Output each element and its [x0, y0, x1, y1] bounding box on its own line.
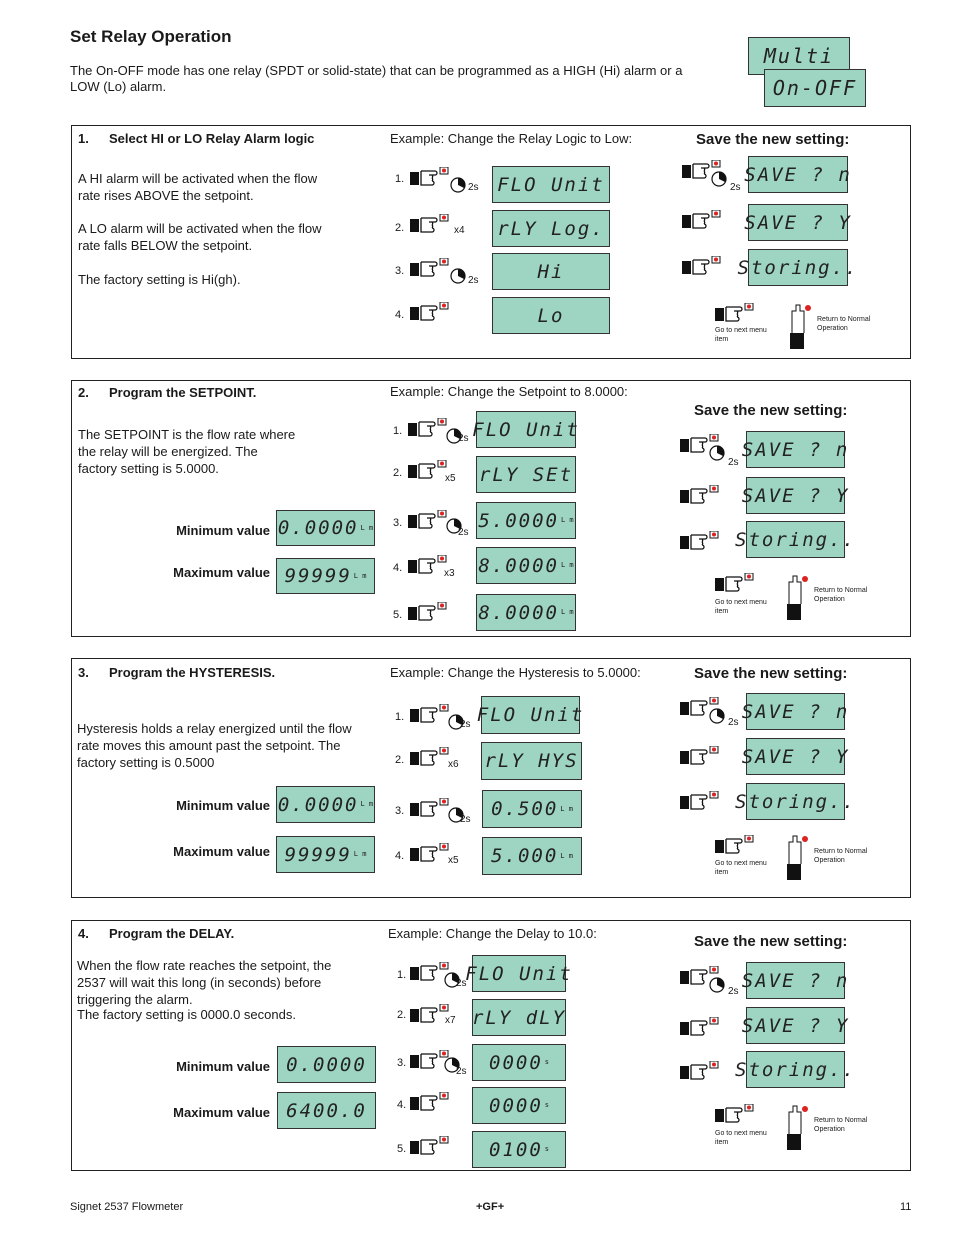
lcd-hys-old: 0.500 L m	[482, 790, 582, 828]
lcd-setpoint-final: 8.0000 L m	[476, 594, 576, 631]
s4-max-label: Maximum value	[173, 1105, 270, 1120]
lcd-flo-unit: FLO Unit	[476, 411, 576, 448]
s4-save-heading: Save the new setting:	[694, 933, 848, 950]
return-label: Return to Normal Operation	[817, 316, 871, 332]
hand-button-icon	[680, 531, 722, 555]
timer-icon	[448, 175, 468, 195]
hand-button-icon	[410, 214, 452, 238]
section-3-title: 3. Program the HYSTERESIS.	[78, 665, 276, 680]
lcd-delay-edit: 0000 s	[472, 1087, 566, 1124]
press-both-hand-icon	[783, 1104, 813, 1152]
lcd-save-y: SAVE ? Y	[746, 1007, 845, 1044]
s3-lcd-max: 99999 L m	[276, 836, 375, 873]
return-label: Return to Normal Operation	[814, 587, 868, 603]
hand-button-icon	[410, 258, 452, 282]
s2-example: Example: Change the Setpoint to 8.0000:	[390, 384, 628, 399]
lcd-storing: Storing..	[746, 783, 845, 820]
lcd-flo-unit: FLO Unit	[492, 166, 610, 203]
lcd-save-y: SAVE ? Y	[748, 204, 848, 241]
s1-para-hi: A HI alarm will be activated when the flow rate rises ABOVE the setpoint.	[78, 171, 318, 203]
hand-button-icon	[410, 167, 452, 191]
s3-save-heading: Save the new setting:	[694, 665, 848, 682]
lcd-lo: Lo	[492, 297, 610, 334]
lcd-rly-dly: rLY dLY	[472, 999, 566, 1036]
lcd-save-n: SAVE ? n	[746, 693, 845, 730]
hand-button-icon	[680, 791, 722, 815]
footer-product: Signet 2537 Flowmeter	[70, 1201, 184, 1213]
press-both-hand-icon	[786, 303, 816, 351]
section-1-title: 1. Select HI or LO Relay Alarm logic	[78, 131, 315, 146]
hand-button-icon	[680, 1017, 722, 1041]
s2-max-label: Maximum value	[173, 565, 270, 580]
return-label: Return to Normal Operation	[814, 848, 868, 864]
s3-lcd-min: 0.0000 L m	[276, 786, 375, 823]
hand-button-icon	[410, 302, 452, 326]
timer-icon	[448, 266, 468, 286]
hand-button-icon	[408, 460, 450, 484]
go-next-label: Go to next menu item	[715, 1130, 767, 1146]
hand-button-icon	[715, 303, 757, 327]
s2-save-heading: Save the new setting:	[694, 402, 848, 419]
hand-button-icon	[715, 835, 757, 859]
s4-para: When the flow rate reaches the setpoint, the 2537 will wait this long (in seconds) before triggering the alarm.	[77, 958, 332, 1007]
lcd-setpoint-5: 5.0000 L m	[476, 502, 576, 539]
hand-button-icon	[680, 1061, 722, 1085]
timer-icon	[706, 442, 728, 464]
s2-lcd-min: 0.0000 L m	[276, 510, 375, 546]
lcd-setpoint-8: 8.0000 L m	[476, 547, 576, 584]
lcd-storing: Storing..	[746, 1051, 845, 1088]
s1-factory: The factory setting is Hi(gh).	[78, 272, 241, 287]
lcd-flo-unit: FLO Unit	[472, 955, 566, 992]
hand-button-icon	[715, 1104, 757, 1128]
press-both-hand-icon	[783, 574, 813, 622]
hand-button-icon	[410, 1092, 452, 1116]
page-title: Set Relay Operation	[70, 27, 232, 46]
s4-example: Example: Change the Delay to 10.0:	[388, 926, 597, 941]
s2-lcd-max: 99999 L m	[276, 558, 375, 594]
lcd-hi: Hi	[492, 253, 610, 290]
s3-para: Hysteresis holds a relay energized until the flow rate moves this amount past the setpoint. The factory setting is 0.5000	[77, 721, 352, 770]
lcd-rly-hys: rLY HYS	[481, 742, 582, 780]
lcd-save-y: SAVE ? Y	[746, 477, 845, 514]
go-next-label: Go to next menu item	[715, 599, 767, 615]
lcd-save-n: SAVE ? n	[746, 962, 845, 999]
hand-button-icon	[682, 210, 724, 234]
s1-save-heading: Save the new setting:	[696, 131, 850, 148]
lcd-rly-set: rLY SEt	[476, 456, 576, 493]
header-lcd-multi: Multi	[748, 37, 850, 75]
s4-factory: The factory setting is 0000.0 seconds.	[77, 1007, 296, 1022]
s2-para: The SETPOINT is the flow rate where the relay will be energized. The factory setting is 5.0000.	[78, 427, 296, 476]
hand-button-icon	[680, 485, 722, 509]
lcd-delay-new: 0100 s	[472, 1131, 566, 1168]
go-next-label: Go to next menu item	[715, 860, 767, 876]
section-2-title: 2. Program the SETPOINT.	[78, 385, 257, 400]
s3-example: Example: Change the Hysteresis to 5.0000:	[390, 665, 641, 680]
press-both-hand-icon	[783, 834, 813, 882]
s4-min-label: Minimum value	[176, 1059, 270, 1074]
go-next-label: Go to next menu item	[715, 327, 767, 343]
s3-min-label: Minimum value	[176, 798, 270, 813]
lcd-delay-old: 0000 s	[472, 1044, 566, 1081]
lcd-save-n: SAVE ? n	[748, 156, 848, 193]
hand-button-icon	[410, 747, 452, 771]
lcd-storing: Storing..	[748, 249, 848, 286]
lcd-save-y: SAVE ? Y	[746, 738, 845, 775]
timer-icon	[706, 974, 728, 996]
hand-button-icon	[680, 746, 722, 770]
s4-lcd-max: 6400.0	[277, 1092, 376, 1129]
footer-logo: +GF+	[476, 1201, 505, 1213]
s3-max-label: Maximum value	[173, 844, 270, 859]
hand-button-icon	[408, 602, 450, 626]
section-4-title: 4. Program the DELAY.	[78, 926, 235, 941]
s4-lcd-min: 0.0000	[277, 1046, 376, 1083]
timer-icon	[708, 168, 730, 190]
lcd-flo-unit: FLO Unit	[481, 696, 580, 734]
return-label: Return to Normal Operation	[814, 1117, 868, 1133]
page-number: 11	[900, 1201, 912, 1213]
lcd-storing: Storing..	[746, 521, 845, 558]
header-lcd-onoff: On-OFF	[764, 69, 866, 107]
lcd-hys-new: 5.000 L m	[482, 837, 582, 875]
s1-example: Example: Change the Relay Logic to Low:	[390, 131, 633, 146]
lcd-rly-log: rLY Log.	[492, 210, 610, 247]
s2-min-label: Minimum value	[176, 523, 270, 538]
hand-button-icon	[682, 256, 724, 280]
s1-para-lo: A LO alarm will be activated when the flow rate falls BELOW the setpoint.	[78, 221, 322, 253]
lcd-save-n: SAVE ? n	[746, 431, 845, 468]
intro-text: The On-OFF mode has one relay (SPDT or solid-state) that can be programmed as a HIGH (Hi) alarm or a LOW (Lo) alarm.	[70, 63, 683, 94]
timer-icon	[706, 705, 728, 727]
hand-button-icon	[715, 573, 757, 597]
hand-button-icon	[410, 843, 452, 867]
hand-button-icon	[410, 1136, 452, 1160]
